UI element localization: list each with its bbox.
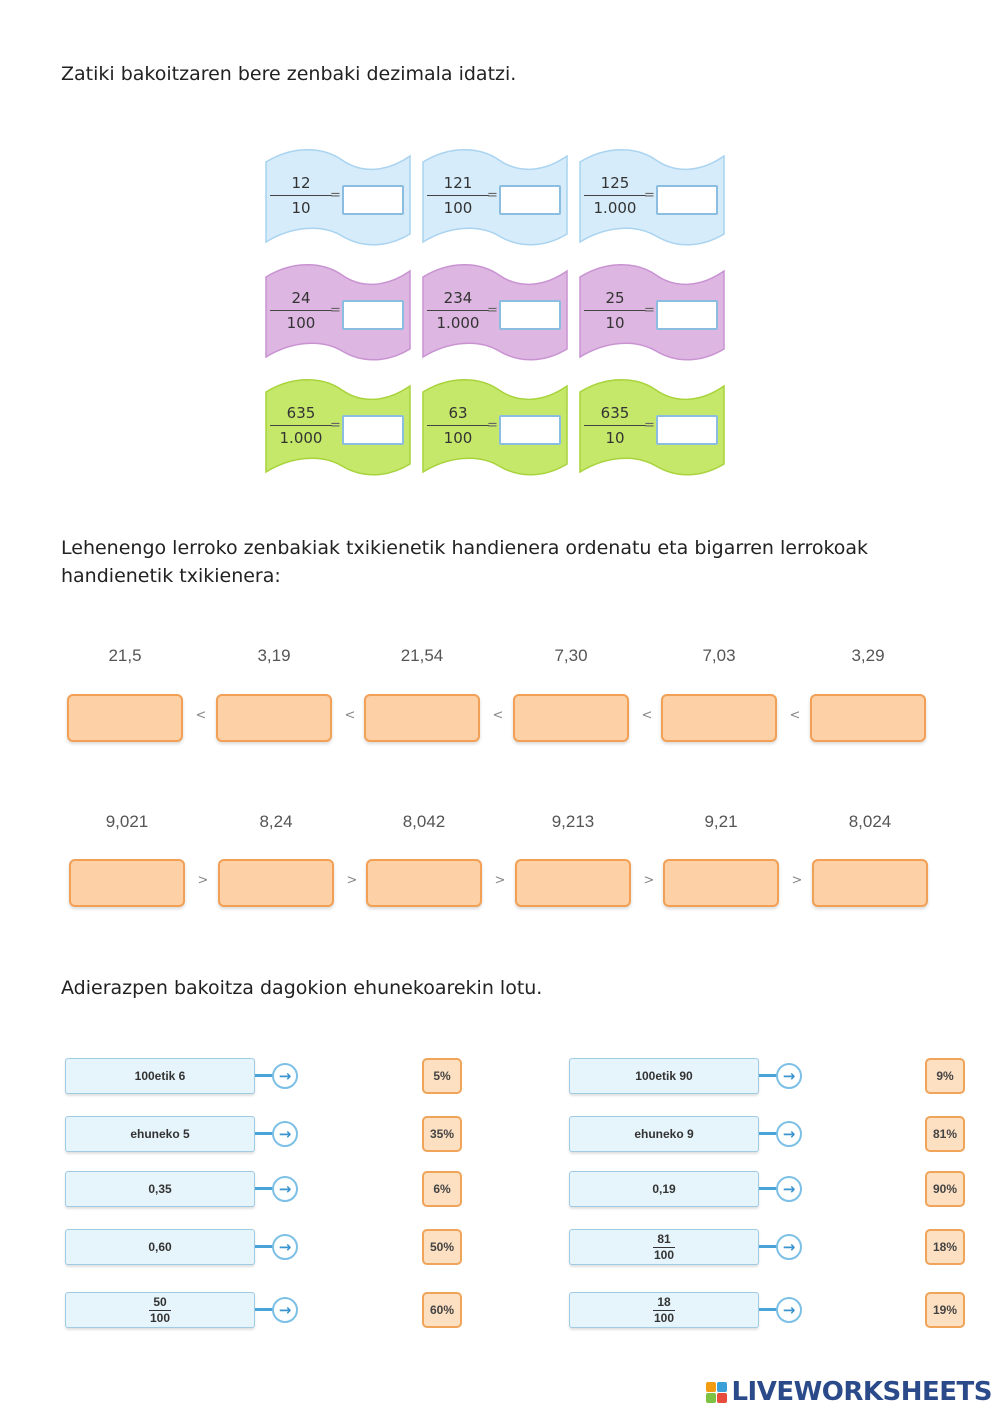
order-answer-box[interactable] — [515, 859, 631, 907]
fraction-card — [419, 148, 569, 248]
fraction-numerator: 50 — [149, 1295, 170, 1311]
fraction-denominator: 10 — [291, 199, 311, 217]
fraction-numerator: 18 — [653, 1295, 674, 1311]
fraction-numerator: 81 — [653, 1232, 674, 1248]
fraction-numerator: 635 — [584, 404, 646, 426]
order-answer-box[interactable] — [364, 694, 480, 742]
decimal-answer-input[interactable] — [656, 185, 718, 215]
expression-box — [65, 1116, 255, 1152]
connector-line — [255, 1132, 273, 1135]
arrow-right-icon[interactable]: → — [776, 1121, 802, 1147]
fraction — [584, 404, 646, 447]
fraction — [270, 174, 332, 217]
fraction-grid — [262, 148, 737, 478]
fraction-card — [262, 378, 412, 478]
fraction-numerator: 125 — [584, 174, 646, 196]
fraction — [584, 174, 646, 217]
expression-text: 100etik 90 — [635, 1069, 693, 1083]
comparison-operator: < — [641, 708, 653, 723]
comparison-operator: > — [791, 873, 803, 888]
fraction — [427, 174, 489, 217]
fraction-denominator: 100 — [443, 199, 473, 217]
expression-box — [569, 1116, 759, 1152]
decimal-answer-input[interactable] — [342, 415, 404, 445]
expression-text: 0,35 — [148, 1182, 172, 1196]
fraction-denominator: 10 — [605, 314, 625, 332]
number-to-order: 9,213 — [551, 812, 595, 831]
order-answer-box[interactable] — [810, 694, 926, 742]
comparison-operator: > — [346, 873, 358, 888]
expression-box — [569, 1229, 759, 1265]
arrow-right-icon[interactable]: → — [776, 1234, 802, 1260]
number-to-order: 21,54 — [400, 646, 444, 665]
order-answer-box[interactable] — [812, 859, 928, 907]
decimal-answer-input[interactable] — [499, 185, 561, 215]
fraction-card — [419, 378, 569, 478]
order-answer-box[interactable] — [661, 694, 777, 742]
arrow-right-icon[interactable]: → — [776, 1063, 802, 1089]
order-answer-box[interactable] — [216, 694, 332, 742]
fraction-numerator: 234 — [427, 289, 489, 311]
equals-sign: = — [330, 418, 341, 433]
order-answer-box[interactable] — [366, 859, 482, 907]
fraction-denominator: 1.000 — [593, 199, 637, 217]
expression-box — [65, 1292, 255, 1328]
comparison-operator: > — [494, 873, 506, 888]
arrow-right-icon[interactable]: → — [272, 1176, 298, 1202]
logo-icon — [706, 1382, 727, 1403]
equals-sign: = — [644, 418, 655, 433]
comparison-operator: > — [197, 873, 209, 888]
fraction-card — [576, 378, 726, 478]
arrow-right-icon[interactable]: → — [776, 1297, 802, 1323]
fraction-numerator: 24 — [270, 289, 332, 311]
percentage-target[interactable]: 19% — [925, 1292, 965, 1328]
fraction-denominator: 100 — [286, 314, 316, 332]
logo-square — [717, 1382, 727, 1392]
number-to-order: 3,19 — [257, 646, 291, 665]
expression-text: ehuneko 9 — [634, 1127, 694, 1141]
connector-line — [255, 1308, 273, 1311]
fraction-card — [419, 263, 569, 363]
connector-line — [759, 1074, 777, 1077]
number-to-order: 8,042 — [402, 812, 446, 831]
fraction-card — [576, 263, 726, 363]
percentage-target[interactable]: 50% — [422, 1229, 462, 1265]
percentage-target[interactable]: 90% — [925, 1171, 965, 1207]
fraction-denominator: 100 — [653, 1311, 674, 1325]
order-answer-box[interactable] — [69, 859, 185, 907]
decimal-answer-input[interactable] — [499, 300, 561, 330]
expression-box — [569, 1171, 759, 1207]
connector-line — [759, 1132, 777, 1135]
fraction-card — [262, 148, 412, 248]
decimal-answer-input[interactable] — [656, 415, 718, 445]
decimal-answer-input[interactable] — [656, 300, 718, 330]
liveworksheets-logo — [706, 1377, 992, 1407]
expression-text: ehuneko 5 — [130, 1127, 190, 1141]
percentage-target[interactable]: 18% — [925, 1229, 965, 1265]
logo-text: LIVEWORKSHEETS — [731, 1377, 992, 1407]
number-to-order: 8,24 — [259, 812, 293, 831]
percentage-target[interactable]: 60% — [422, 1292, 462, 1328]
order-answer-box[interactable] — [513, 694, 629, 742]
equals-sign: = — [330, 303, 341, 318]
percentage-target[interactable]: 9% — [925, 1058, 965, 1094]
instruction-fractions: Zatiki bakoitzaren bere zenbaki dezimala idatzi. — [61, 63, 517, 85]
expression-fraction — [149, 1295, 170, 1325]
fraction — [270, 404, 332, 447]
equals-sign: = — [644, 188, 655, 203]
connector-line — [255, 1074, 273, 1077]
instruction-matching: Adierazpen bakoitza dagokion ehunekoarekin lotu. — [61, 977, 543, 999]
fraction-numerator: 63 — [427, 404, 489, 426]
comparison-operator: < — [789, 708, 801, 723]
arrow-right-icon[interactable]: → — [272, 1234, 298, 1260]
fraction-denominator: 100 — [149, 1311, 170, 1325]
expression-text: 100etik 6 — [134, 1069, 186, 1083]
fraction-denominator: 10 — [605, 429, 625, 447]
expression-box — [65, 1229, 255, 1265]
fraction-denominator: 1.000 — [279, 429, 323, 447]
fraction-numerator: 25 — [584, 289, 646, 311]
number-to-order: 3,29 — [851, 646, 885, 665]
percentage-target[interactable]: 35% — [422, 1116, 462, 1152]
expression-box — [65, 1058, 255, 1094]
expression-box — [569, 1058, 759, 1094]
decimal-answer-input[interactable] — [342, 185, 404, 215]
order-answer-box[interactable] — [663, 859, 779, 907]
percentage-target[interactable]: 6% — [422, 1171, 462, 1207]
number-to-order: 7,30 — [554, 646, 588, 665]
comparison-operator: > — [643, 873, 655, 888]
expression-fraction — [653, 1295, 674, 1325]
equals-sign: = — [487, 418, 498, 433]
expression-box — [569, 1292, 759, 1328]
comparison-operator: < — [344, 708, 356, 723]
equals-sign: = — [330, 188, 341, 203]
equals-sign: = — [487, 188, 498, 203]
fraction-numerator: 121 — [427, 174, 489, 196]
logo-square — [717, 1393, 727, 1403]
equals-sign: = — [644, 303, 655, 318]
connector-line — [255, 1245, 273, 1248]
expression-text: 0,19 — [652, 1182, 676, 1196]
fraction — [270, 289, 332, 332]
percentage-target[interactable]: 5% — [422, 1058, 462, 1094]
equals-sign: = — [487, 303, 498, 318]
fraction-numerator: 12 — [270, 174, 332, 196]
connector-line — [759, 1187, 777, 1190]
fraction — [427, 289, 489, 332]
arrow-right-icon[interactable]: → — [272, 1121, 298, 1147]
fraction-card — [262, 263, 412, 363]
fraction — [584, 289, 646, 332]
decimal-answer-input[interactable] — [499, 415, 561, 445]
fraction-numerator: 635 — [270, 404, 332, 426]
arrow-right-icon[interactable]: → — [272, 1297, 298, 1323]
logo-square — [706, 1382, 716, 1392]
fraction-denominator: 1.000 — [436, 314, 480, 332]
logo-square — [706, 1393, 716, 1403]
fraction — [427, 404, 489, 447]
number-to-order: 9,021 — [105, 812, 149, 831]
order-answer-box[interactable] — [218, 859, 334, 907]
decimal-answer-input[interactable] — [342, 300, 404, 330]
arrow-right-icon[interactable]: → — [272, 1063, 298, 1089]
comparison-operator: < — [492, 708, 504, 723]
number-to-order: 21,5 — [108, 646, 142, 665]
fraction-card — [576, 148, 726, 248]
expression-fraction — [653, 1232, 674, 1262]
comparison-operator: < — [195, 708, 207, 723]
number-to-order: 7,03 — [702, 646, 736, 665]
connector-line — [759, 1308, 777, 1311]
number-to-order: 8,024 — [848, 812, 892, 831]
number-to-order: 9,21 — [704, 812, 738, 831]
connector-line — [759, 1245, 777, 1248]
arrow-right-icon[interactable]: → — [776, 1176, 802, 1202]
percentage-target[interactable]: 81% — [925, 1116, 965, 1152]
expression-box — [65, 1171, 255, 1207]
expression-text: 0,60 — [148, 1240, 172, 1254]
fraction-denominator: 100 — [653, 1248, 674, 1262]
order-answer-box[interactable] — [67, 694, 183, 742]
connector-line — [255, 1187, 273, 1190]
instruction-ordering: Lehenengo lerroko zenbakiak txikienetik handienera ordenatu eta bigarren lerrokoak handienetik txikienera: — [61, 537, 869, 587]
fraction-denominator: 100 — [443, 429, 473, 447]
